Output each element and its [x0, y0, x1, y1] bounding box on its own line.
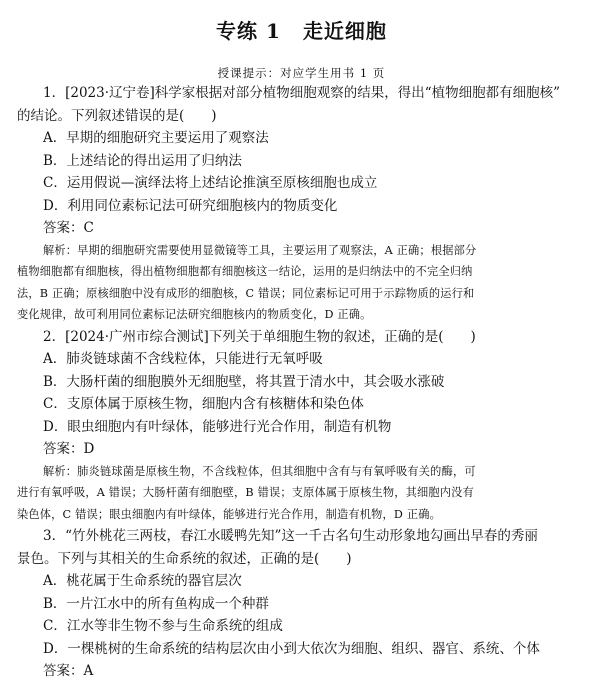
question-1-option-d: D．利用同位素标记法可研究细胞核内的物质变化: [43, 197, 338, 214]
question-3-option-c: C．江水等非生物不参与生命系统的组成: [43, 618, 283, 634]
question-1-option-c: C．运用假说—演绎法将上述结论推演至原核细胞也成立: [43, 175, 378, 191]
question-2-option-b: B．大肠杆菌的细胞膜外无细胞壁，将其置于清水中，其会吸水涨破: [43, 373, 445, 390]
question-3-answer: 答案：A: [43, 663, 94, 679]
question-1-option-b: B．上述结论的得出运用了归纳法: [43, 152, 242, 169]
question-1-stem-line-1: 1．[2023·辽宁卷]科学家根据对部分植物细胞观察的结果，得出“植物细胞都有细胞核”: [43, 85, 561, 101]
question-1-explanation-line-3: 法，B 正确；原核细胞中没有成形的细胞核，C 错误；同位素标记可用于示踪物质的运行和: [17, 286, 475, 300]
question-1-explanation-line-1: 解析：早期的细胞研究需要使用显微镜等工具，主要运用了观察法，A 正确；根据部分: [43, 243, 477, 257]
question-2-stem-line-1: 2．[2024·广州市综合测试]下列关于单细胞生物的叙述，正确的是( ): [43, 328, 476, 345]
question-2-option-d: D．眼虫细胞内有叶绿体，能够进行光合作用，制造有机物: [43, 418, 392, 435]
question-3: [17, 525, 586, 683]
question-3-option-d: D．一棵桃树的生命系统的结构层次由小到大依次为细胞、组织、器官、系统、个体: [43, 640, 540, 657]
teaching-hint: 授课提示：对应学生用书 1 页: [217, 66, 386, 80]
question-2-explanation-line-2: 进行有氧呼吸，A 错误；大肠杆菌有细胞壁，B 错误；支原体属于原核生物，其细胞内没有: [17, 486, 474, 499]
question-1: [17, 82, 586, 326]
question-1-stem-line-2: 的结论。下列叙述错误的是( ): [17, 107, 217, 124]
question-2-explanation-line-1: 解析：肺炎链球菌是原核生物，不含线粒体，但其细胞中含有与有氧呼吸有关的酶，可: [43, 464, 476, 478]
question-1-explanation: [17, 240, 586, 326]
question-3-stem-line-2: 景色。下列与其相关的生命系统的叙述，正确的是( ): [17, 550, 352, 567]
question-2-option-c: C．支原体属于原核生物，细胞内含有核糖体和染色体: [43, 396, 364, 412]
question-2-explanation: [17, 461, 586, 526]
question-2-answer: 答案：D: [43, 441, 95, 457]
page-title: [17, 16, 586, 46]
question-2: [17, 326, 586, 526]
question-2-option-a: A．肺炎链球菌不含线粒体，只能进行无氧呼吸: [43, 351, 323, 367]
title-text: 走近细胞: [302, 19, 387, 43]
question-1-explanation-line-2: 植物细胞都有细胞核，得出植物细胞都有细胞核这一结论，运用的是归纳法中的不完全归纳: [17, 265, 473, 278]
question-1-option-a: A．早期的细胞研究主要运用了观察法: [43, 130, 269, 146]
question-2-explanation-line-3: 染色体，C 错误；眼虫细胞内有叶绿体，能够进行光合作用，制造有机物，D 正确。: [17, 507, 442, 521]
title-number: 专练 1: [216, 19, 281, 43]
question-1-explanation-line-4: 变化规律，故可利用同位素标记法研究细胞核内的物质变化，D 正确。: [17, 308, 372, 321]
question-1-answer: 答案：C: [43, 220, 94, 236]
question-3-stem-line-1: 3．“竹外桃花三两枝，春江水暖鸭先知”这一千古名句生动形象地勾画出早春的秀丽: [43, 528, 538, 544]
question-3-option-b: B．一片江水中的所有鱼构成一个种群: [43, 595, 269, 612]
question-3-option-a: A．桃花属于生命系统的器官层次: [43, 573, 242, 589]
